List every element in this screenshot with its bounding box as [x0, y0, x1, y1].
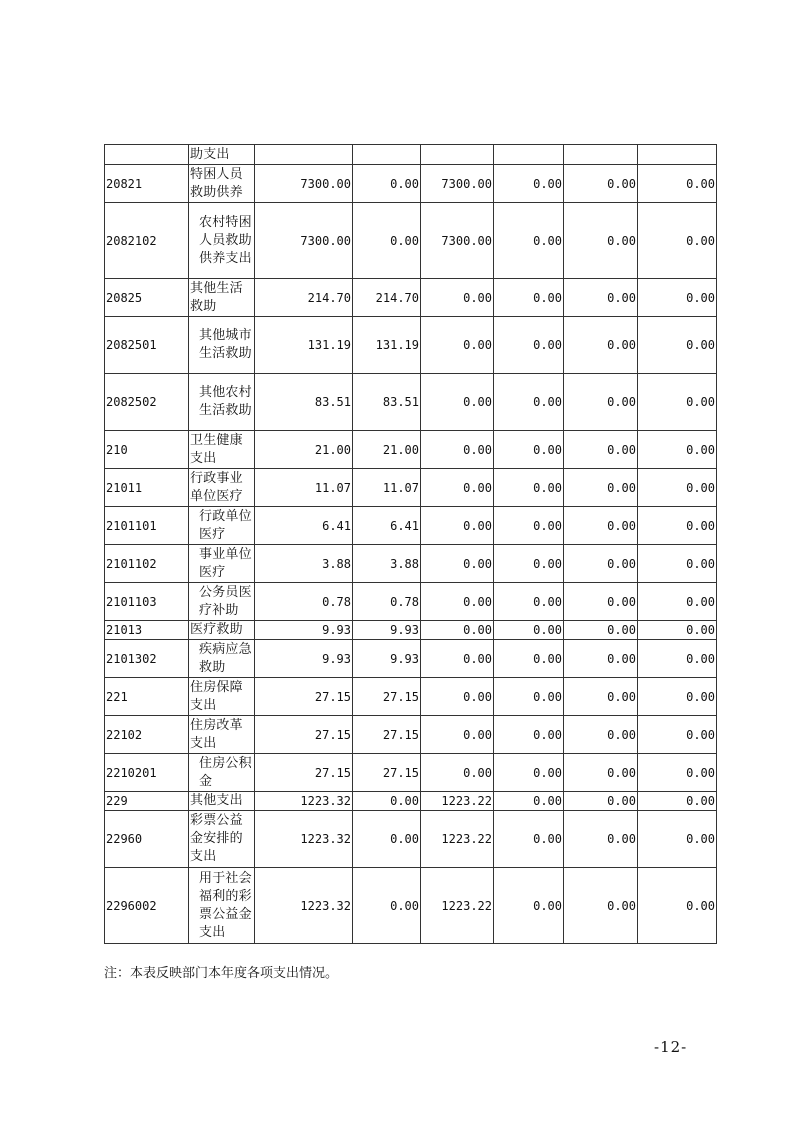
amount-cell: 6.41	[255, 507, 353, 545]
amount-cell: 0.00	[494, 792, 564, 811]
amount-cell: 6.41	[353, 507, 421, 545]
table-row	[105, 279, 717, 317]
amount-cell	[494, 145, 564, 165]
subject-code-cell: 2210201	[105, 754, 189, 792]
amount-cell: 0.00	[421, 507, 494, 545]
amount-cell: 0.00	[421, 621, 494, 640]
amount-cell: 0.00	[353, 792, 421, 811]
table-row	[105, 754, 717, 792]
amount-cell: 0.00	[638, 431, 717, 469]
amount-cell: 0.00	[564, 792, 638, 811]
amount-cell: 0.00	[564, 469, 638, 507]
amount-cell: 0.00	[353, 811, 421, 868]
subject-code-cell: 21011	[105, 469, 189, 507]
subject-name-cell: 疾病应急救助	[189, 640, 255, 678]
table-note: 注：本表反映部门本年度各项支出情况。	[104, 966, 339, 981]
amount-cell: 0.78	[353, 583, 421, 621]
table-row	[105, 431, 717, 469]
amount-cell: 27.15	[353, 678, 421, 716]
table-row	[105, 545, 717, 583]
subject-name-cell: 用于社会福利的彩票公益金支出	[189, 868, 255, 944]
amount-cell: 0.00	[494, 507, 564, 545]
table-row	[105, 165, 717, 203]
subject-name-cell: 其他城市生活救助	[189, 317, 255, 374]
amount-cell: 0.00	[421, 469, 494, 507]
amount-cell: 0.00	[494, 678, 564, 716]
amount-cell: 0.00	[421, 317, 494, 374]
subject-name-cell: 其他支出	[189, 792, 255, 811]
amount-cell: 0.00	[421, 279, 494, 317]
amount-cell: 0.00	[421, 374, 494, 431]
amount-cell: 0.00	[638, 203, 717, 279]
subject-code-cell: 2101103	[105, 583, 189, 621]
amount-cell: 0.00	[638, 640, 717, 678]
amount-cell: 0.00	[638, 469, 717, 507]
subject-name-cell: 住房公积金	[189, 754, 255, 792]
amount-cell: 0.00	[494, 469, 564, 507]
amount-cell: 0.00	[564, 621, 638, 640]
amount-cell: 9.93	[255, 640, 353, 678]
amount-cell: 11.07	[353, 469, 421, 507]
amount-cell: 0.00	[638, 678, 717, 716]
amount-cell: 1223.22	[421, 811, 494, 868]
amount-cell: 0.00	[494, 279, 564, 317]
amount-cell: 0.00	[564, 545, 638, 583]
page-number: -12-	[654, 1038, 688, 1056]
amount-cell: 0.00	[638, 374, 717, 431]
amount-cell: 21.00	[353, 431, 421, 469]
amount-cell: 0.00	[638, 792, 717, 811]
amount-cell: 0.00	[421, 716, 494, 754]
amount-cell: 0.00	[638, 545, 717, 583]
amount-cell: 0.00	[638, 811, 717, 868]
amount-cell: 1223.32	[255, 811, 353, 868]
table-body	[105, 145, 717, 944]
expenditure-table	[104, 144, 717, 944]
amount-cell: 0.78	[255, 583, 353, 621]
amount-cell: 0.00	[638, 868, 717, 944]
subject-code-cell: 21013	[105, 621, 189, 640]
amount-cell: 9.93	[353, 640, 421, 678]
amount-cell: 0.00	[494, 165, 564, 203]
amount-cell: 0.00	[564, 431, 638, 469]
amount-cell: 0.00	[494, 621, 564, 640]
amount-cell: 214.70	[255, 279, 353, 317]
amount-cell: 1223.22	[421, 792, 494, 811]
subject-name-cell: 行政单位医疗	[189, 507, 255, 545]
table-row	[105, 317, 717, 374]
amount-cell: 0.00	[421, 754, 494, 792]
subject-name-cell: 住房保障支出	[189, 678, 255, 716]
amount-cell: 7300.00	[421, 203, 494, 279]
amount-cell: 0.00	[494, 716, 564, 754]
amount-cell: 7300.00	[421, 165, 494, 203]
subject-code-cell	[105, 145, 189, 165]
table-row	[105, 507, 717, 545]
amount-cell: 0.00	[353, 165, 421, 203]
amount-cell	[564, 145, 638, 165]
amount-cell: 0.00	[421, 545, 494, 583]
amount-cell: 0.00	[564, 165, 638, 203]
amount-cell: 7300.00	[255, 203, 353, 279]
subject-name-cell: 特困人员救助供养	[189, 165, 255, 203]
amount-cell: 83.51	[353, 374, 421, 431]
table-row	[105, 145, 717, 165]
amount-cell: 0.00	[353, 203, 421, 279]
subject-code-cell: 22102	[105, 716, 189, 754]
subject-code-cell: 2296002	[105, 868, 189, 944]
amount-cell	[421, 145, 494, 165]
amount-cell: 0.00	[638, 279, 717, 317]
amount-cell: 0.00	[494, 431, 564, 469]
amount-cell: 9.93	[353, 621, 421, 640]
subject-code-cell: 22960	[105, 811, 189, 868]
subject-code-cell: 221	[105, 678, 189, 716]
amount-cell: 0.00	[564, 640, 638, 678]
amount-cell: 0.00	[638, 165, 717, 203]
amount-cell: 0.00	[564, 203, 638, 279]
subject-name-cell: 助支出	[189, 145, 255, 165]
amount-cell: 0.00	[421, 431, 494, 469]
amount-cell: 9.93	[255, 621, 353, 640]
amount-cell: 0.00	[421, 678, 494, 716]
subject-name-cell: 其他农村生活救助	[189, 374, 255, 431]
amount-cell: 3.88	[255, 545, 353, 583]
amount-cell: 131.19	[353, 317, 421, 374]
subject-code-cell: 2082502	[105, 374, 189, 431]
table-row	[105, 583, 717, 621]
amount-cell: 11.07	[255, 469, 353, 507]
amount-cell: 27.15	[353, 716, 421, 754]
amount-cell: 0.00	[494, 868, 564, 944]
amount-cell: 27.15	[353, 754, 421, 792]
amount-cell: 0.00	[494, 317, 564, 374]
amount-cell: 131.19	[255, 317, 353, 374]
amount-cell	[353, 145, 421, 165]
amount-cell: 0.00	[564, 583, 638, 621]
subject-code-cell: 2082501	[105, 317, 189, 374]
subject-code-cell: 229	[105, 792, 189, 811]
table-row	[105, 792, 717, 811]
amount-cell: 27.15	[255, 716, 353, 754]
amount-cell: 0.00	[564, 507, 638, 545]
subject-name-cell: 行政事业单位医疗	[189, 469, 255, 507]
amount-cell: 27.15	[255, 678, 353, 716]
amount-cell: 0.00	[494, 583, 564, 621]
amount-cell: 0.00	[638, 716, 717, 754]
amount-cell: 83.51	[255, 374, 353, 431]
amount-cell: 0.00	[421, 583, 494, 621]
table-row	[105, 640, 717, 678]
amount-cell: 1223.32	[255, 868, 353, 944]
amount-cell: 7300.00	[255, 165, 353, 203]
subject-name-cell: 公务员医疗补助	[189, 583, 255, 621]
amount-cell: 0.00	[638, 583, 717, 621]
table-row	[105, 374, 717, 431]
amount-cell: 214.70	[353, 279, 421, 317]
table-row	[105, 678, 717, 716]
subject-name-cell: 医疗救助	[189, 621, 255, 640]
amount-cell: 0.00	[638, 621, 717, 640]
amount-cell: 0.00	[564, 868, 638, 944]
amount-cell: 0.00	[564, 811, 638, 868]
amount-cell: 0.00	[564, 716, 638, 754]
amount-cell: 27.15	[255, 754, 353, 792]
amount-cell: 0.00	[494, 811, 564, 868]
table-row	[105, 203, 717, 279]
table-row	[105, 868, 717, 944]
table-row	[105, 621, 717, 640]
amount-cell: 0.00	[494, 640, 564, 678]
subject-name-cell: 农村特困人员救助供养支出	[189, 203, 255, 279]
amount-cell: 0.00	[494, 203, 564, 279]
subject-code-cell: 210	[105, 431, 189, 469]
amount-cell	[638, 145, 717, 165]
amount-cell: 1223.32	[255, 792, 353, 811]
subject-code-cell: 20825	[105, 279, 189, 317]
amount-cell: 0.00	[494, 754, 564, 792]
table-row	[105, 469, 717, 507]
amount-cell: 0.00	[494, 545, 564, 583]
amount-cell: 0.00	[421, 640, 494, 678]
subject-code-cell: 20821	[105, 165, 189, 203]
subject-code-cell: 2082102	[105, 203, 189, 279]
amount-cell: 0.00	[564, 678, 638, 716]
subject-name-cell: 住房改革支出	[189, 716, 255, 754]
subject-code-cell: 2101102	[105, 545, 189, 583]
amount-cell: 0.00	[638, 507, 717, 545]
table-row	[105, 811, 717, 868]
amount-cell: 0.00	[564, 317, 638, 374]
amount-cell: 0.00	[353, 868, 421, 944]
amount-cell: 1223.22	[421, 868, 494, 944]
amount-cell: 0.00	[564, 279, 638, 317]
subject-name-cell: 卫生健康支出	[189, 431, 255, 469]
subject-name-cell: 彩票公益金安排的支出	[189, 811, 255, 868]
amount-cell: 0.00	[564, 374, 638, 431]
subject-code-cell: 2101302	[105, 640, 189, 678]
amount-cell: 21.00	[255, 431, 353, 469]
amount-cell: 0.00	[638, 317, 717, 374]
subject-code-cell: 2101101	[105, 507, 189, 545]
subject-name-cell: 其他生活救助	[189, 279, 255, 317]
amount-cell: 0.00	[494, 374, 564, 431]
table-row	[105, 716, 717, 754]
amount-cell: 0.00	[564, 754, 638, 792]
amount-cell: 0.00	[638, 754, 717, 792]
amount-cell	[255, 145, 353, 165]
subject-name-cell: 事业单位医疗	[189, 545, 255, 583]
amount-cell: 3.88	[353, 545, 421, 583]
